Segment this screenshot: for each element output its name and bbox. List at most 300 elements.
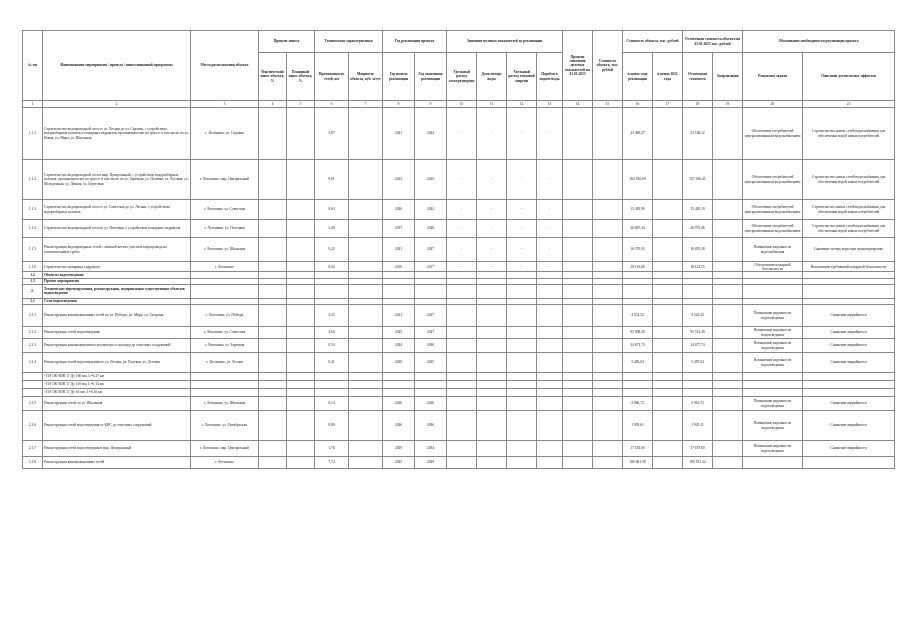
row-name: Строительство водопроводной сети от ул. Лесная до ул. Садовая, с устройством водоразборных колонок и пожарных гидрантов, протяженностью по трассе, в том числе по ул. Новая, ул. Мира, ул. Школьная bbox=[43, 108, 191, 160]
row-indicator: - bbox=[537, 220, 563, 238]
col-num: 3 bbox=[191, 101, 259, 108]
table-row bbox=[23, 353, 895, 373]
sub-item-empty bbox=[349, 373, 383, 381]
row-name: Реконструкция канализационных сетей по ул. Победы, ул. Мира, ул. Гагарина bbox=[43, 305, 191, 327]
sub-item-empty bbox=[447, 373, 477, 381]
header-effects: Описание достигаемых эффектов bbox=[803, 53, 895, 101]
table-row bbox=[23, 441, 895, 457]
row-place: г. Лотошино, мкр. Центральный bbox=[191, 441, 259, 457]
row-length: 0,89 bbox=[315, 411, 349, 441]
row-place: г. Лотошино, ул. Лесная bbox=[191, 353, 259, 373]
table-row bbox=[23, 305, 895, 327]
sub-item-number bbox=[23, 373, 43, 381]
row-indicator: - bbox=[447, 238, 477, 262]
header-tasks: Решаемые задачи bbox=[743, 53, 803, 101]
row-indicator: - bbox=[537, 200, 563, 220]
row-indicator bbox=[447, 411, 477, 441]
col-num: 6 bbox=[315, 101, 349, 108]
row-total-2021 bbox=[653, 327, 683, 339]
header-total-current: в ценах года реализации bbox=[623, 53, 653, 101]
row-total-current: 2 966,72 bbox=[623, 397, 653, 411]
row-wear-plan bbox=[287, 339, 315, 353]
header-no: № пп bbox=[23, 31, 43, 101]
row-wear-plan bbox=[287, 327, 315, 339]
section-empty bbox=[315, 284, 349, 298]
row-name: Строительство водопроводной сети от ул. Советская до ул. Лесная, с устройством водоразборных колонок bbox=[43, 200, 191, 220]
row-amort bbox=[713, 441, 743, 457]
row-name: Реконструкция сетей водоотведения в мкр. Центральный bbox=[43, 441, 191, 457]
row-indicator: - bbox=[447, 160, 477, 200]
row-indicator bbox=[477, 457, 507, 469]
sub-item-empty bbox=[287, 381, 315, 389]
row-start-year: 2025 bbox=[383, 457, 415, 469]
row-indicator: - bbox=[507, 262, 537, 272]
header-effect: Обоснование необходимости реализации проекта bbox=[743, 31, 895, 53]
sub-item-empty bbox=[593, 373, 623, 381]
header-wear: Процент износа bbox=[259, 31, 315, 53]
section-empty bbox=[563, 284, 593, 298]
row-total-2021 bbox=[653, 262, 683, 272]
row-capacity bbox=[349, 108, 383, 160]
row-start-year: 2022 bbox=[383, 160, 415, 200]
row-indicator: - bbox=[477, 220, 507, 238]
sub-item-empty bbox=[623, 389, 653, 397]
row-wear-fact bbox=[259, 353, 287, 373]
row-indicator bbox=[447, 457, 477, 469]
sub-item-empty bbox=[349, 389, 383, 397]
row-indicator bbox=[477, 411, 507, 441]
col-num: 2 bbox=[43, 101, 191, 108]
table-row bbox=[23, 160, 895, 200]
row-name: Строительство пожарных гидрантов bbox=[43, 262, 191, 272]
row-number: 1.1.4 bbox=[23, 220, 43, 238]
row-residual: 1 905,11 bbox=[683, 411, 713, 441]
row-end-year: 2027 bbox=[415, 305, 447, 327]
row-total-current: 17 182,60 bbox=[623, 441, 653, 457]
row-place: г. Лотошино, ул. Почтовая bbox=[191, 220, 259, 238]
row-change bbox=[563, 457, 593, 469]
row-change bbox=[563, 339, 593, 353]
header-ind1: Удельный расход электроэнергии bbox=[447, 53, 477, 101]
row-capacity bbox=[349, 327, 383, 339]
row-start-year: 2020 bbox=[383, 200, 415, 220]
row-total-current: 23 460,27 bbox=[623, 108, 653, 160]
row-amort bbox=[713, 160, 743, 200]
table-row bbox=[23, 397, 895, 411]
header-amort: Амортизация bbox=[713, 53, 743, 101]
row-total-2021 bbox=[653, 238, 683, 262]
section-number: 2.1 bbox=[23, 298, 43, 304]
row-total-current: 5 482,04 bbox=[623, 353, 653, 373]
row-end-year: 2030 bbox=[415, 411, 447, 441]
row-tasks: Обеспечение потребителей централизованным водоснабжением bbox=[743, 220, 803, 238]
sub-item-empty bbox=[315, 381, 349, 389]
col-num: 4 bbox=[259, 101, 287, 108]
row-wear-fact bbox=[259, 457, 287, 469]
row-change bbox=[563, 160, 593, 200]
sub-item-empty bbox=[537, 381, 563, 389]
row-effects: Снижение потерь воды при транспортировке bbox=[803, 238, 895, 262]
row-length: 4,35 bbox=[315, 305, 349, 327]
section-empty bbox=[593, 284, 623, 298]
row-start-year: 2029 bbox=[383, 441, 415, 457]
sub-item-empty bbox=[743, 373, 803, 381]
section-empty bbox=[803, 284, 895, 298]
table-row bbox=[23, 457, 895, 469]
row-effects: Строительство новых сетей водоснабжения для обеспечения водой новых потребителей bbox=[803, 200, 895, 220]
row-tasks: Обеспечение потребителей централизованным водоснабжением bbox=[743, 108, 803, 160]
section-empty bbox=[259, 284, 287, 298]
row-number: 2.1.3 bbox=[23, 339, 43, 353]
row-amort bbox=[713, 457, 743, 469]
section-empty bbox=[683, 284, 713, 298]
row-wear-plan bbox=[287, 160, 315, 200]
row-effects: Строительство новых сетей водоснабжения для обеспечения водой новых потребителей bbox=[803, 160, 895, 200]
row-indicator bbox=[477, 441, 507, 457]
row-indicator bbox=[537, 397, 563, 411]
header-total-2021: в ценах 2021 года bbox=[653, 53, 683, 101]
row-cost bbox=[593, 160, 623, 200]
sub-item-empty bbox=[537, 373, 563, 381]
sub-item-empty bbox=[713, 389, 743, 397]
row-indicator: - bbox=[477, 160, 507, 200]
row-end-year: 2034 bbox=[415, 441, 447, 457]
row-amort bbox=[713, 200, 743, 220]
section-empty bbox=[623, 284, 653, 298]
row-amort bbox=[713, 353, 743, 373]
row-number: 2.1.2 bbox=[23, 327, 43, 339]
row-end-year: 2022 bbox=[415, 200, 447, 220]
row-start-year: 2021 bbox=[383, 305, 415, 327]
sub-item-empty bbox=[383, 389, 415, 397]
row-start-year: 2025 bbox=[383, 327, 415, 339]
row-number: 1.1.1 bbox=[23, 108, 43, 160]
row-indicator: - bbox=[537, 262, 563, 272]
row-wear-fact bbox=[259, 238, 287, 262]
row-total-2021 bbox=[653, 441, 683, 457]
row-capacity bbox=[349, 220, 383, 238]
row-indicator: - bbox=[537, 238, 563, 262]
row-wear-plan bbox=[287, 305, 315, 327]
row-total-current: 15 429,90 bbox=[623, 200, 653, 220]
row-indicator bbox=[447, 441, 477, 457]
row-effects: Строительство новых сетей водоснабжения для обеспечения водой новых потребителей bbox=[803, 108, 895, 160]
row-indicator bbox=[447, 353, 477, 373]
row-capacity bbox=[349, 305, 383, 327]
sub-item-empty bbox=[563, 381, 593, 389]
row-place: г. Лотошино, ул. Садовая bbox=[191, 108, 259, 160]
row-length: 0,63 bbox=[315, 200, 349, 220]
row-place: г. Лотошино, ул. Советская bbox=[191, 200, 259, 220]
row-effects: Снижение аварийности bbox=[803, 353, 895, 373]
row-capacity bbox=[349, 441, 383, 457]
row-length: 0,41 bbox=[315, 353, 349, 373]
section-empty bbox=[349, 284, 383, 298]
row-change bbox=[563, 200, 593, 220]
row-residual: 16 055,28 bbox=[683, 238, 713, 262]
row-residual: 18 114,55 bbox=[683, 262, 713, 272]
row-tasks: Обеспечение пожарной безопасности bbox=[743, 262, 803, 272]
sub-item-empty bbox=[713, 373, 743, 381]
row-end-year: 2027 bbox=[415, 327, 447, 339]
row-effects bbox=[803, 457, 895, 469]
row-number: 2.1.6 bbox=[23, 411, 43, 441]
sub-item-number bbox=[23, 389, 43, 397]
row-capacity bbox=[349, 397, 383, 411]
sub-item-empty bbox=[803, 373, 895, 381]
row-capacity bbox=[349, 353, 383, 373]
header-cost: Стоимость объекта, тыс. рублей bbox=[593, 31, 623, 101]
section-number: 1.3 bbox=[23, 278, 43, 284]
sub-item-empty bbox=[803, 381, 895, 389]
row-name: Реконструкция сетей водоотведения bbox=[43, 327, 191, 339]
row-tasks: Обеспечение потребителей централизованным водоснабжением bbox=[743, 200, 803, 220]
section-empty bbox=[477, 284, 507, 298]
row-amort bbox=[713, 339, 743, 353]
row-length: 4,60 bbox=[315, 327, 349, 339]
row-wear-plan bbox=[287, 457, 315, 469]
row-cost bbox=[593, 353, 623, 373]
table-row bbox=[23, 108, 895, 160]
row-name: Реконструкция канализационного коллектора от колодца до очистных сооружений bbox=[43, 339, 191, 353]
row-start-year: 2016 bbox=[383, 262, 415, 272]
section-row bbox=[23, 284, 895, 298]
row-start-year: 2026 bbox=[383, 397, 415, 411]
row-wear-plan bbox=[287, 262, 315, 272]
table-row bbox=[23, 262, 895, 272]
row-total-current: 4 531,52 bbox=[623, 305, 653, 327]
row-start-year: 2021 bbox=[383, 238, 415, 262]
row-wear-fact bbox=[259, 305, 287, 327]
row-number: 2.1.1 bbox=[23, 305, 43, 327]
header-wear-fact: Фактический износ объекта, % bbox=[259, 53, 287, 101]
sub-item-empty bbox=[287, 373, 315, 381]
row-residual: 4 520,43 bbox=[683, 305, 713, 327]
row-tasks: Повышение надежности водоотведения bbox=[743, 397, 803, 411]
row-indicator: - bbox=[537, 108, 563, 160]
col-num: 9 bbox=[415, 101, 447, 108]
table-row bbox=[23, 411, 895, 441]
col-num: 1 bbox=[23, 101, 43, 108]
col-num: 7 bbox=[349, 101, 383, 108]
sub-item-text: - ПЭ 100 SDR 17 Ду 110 мм, L=0,14 км bbox=[43, 381, 191, 389]
row-residual: 95 512,49 bbox=[683, 327, 713, 339]
row-amort bbox=[713, 262, 743, 272]
header-length: Протяженность сетей, км bbox=[315, 53, 349, 101]
col-num: 11 bbox=[477, 101, 507, 108]
header-ind3: Удельный расход тепловой энергии bbox=[507, 53, 537, 101]
row-wear-fact bbox=[259, 411, 287, 441]
row-wear-plan bbox=[287, 353, 315, 373]
row-end-year: 2026 bbox=[415, 397, 447, 411]
table-row bbox=[23, 327, 895, 339]
row-cost bbox=[593, 411, 623, 441]
row-wear-plan bbox=[287, 108, 315, 160]
row-total-current: 28 067,34 bbox=[623, 220, 653, 238]
header-ind2: Доля потерь воды bbox=[477, 53, 507, 101]
sub-item-empty bbox=[713, 381, 743, 389]
row-wear-fact bbox=[259, 339, 287, 353]
row-effects: Снижение аварийности bbox=[803, 441, 895, 457]
sub-item-empty bbox=[477, 389, 507, 397]
row-number: 1.1.6 bbox=[23, 262, 43, 272]
row-place: г. Лотошино, ул. Победы bbox=[191, 305, 259, 327]
row-indicator bbox=[537, 411, 563, 441]
row-wear-plan bbox=[287, 220, 315, 238]
sub-item-empty bbox=[191, 373, 259, 381]
row-residual: 357 036,41 bbox=[683, 160, 713, 200]
row-cost bbox=[593, 220, 623, 238]
row-indicator: - bbox=[507, 220, 537, 238]
row-indicator bbox=[537, 441, 563, 457]
sub-item-empty bbox=[683, 389, 713, 397]
sub-item-row bbox=[23, 381, 895, 389]
row-end-year: 2024 bbox=[415, 108, 447, 160]
sub-item-empty bbox=[477, 373, 507, 381]
row-indicator: - bbox=[537, 160, 563, 200]
row-end-year: 2030 bbox=[415, 339, 447, 353]
row-wear-plan bbox=[287, 397, 315, 411]
header-total: Стоимость объекта, тыс. рублей bbox=[623, 31, 683, 53]
investment-program-table bbox=[22, 30, 895, 469]
row-change bbox=[563, 238, 593, 262]
row-total-current: 362 836,69 bbox=[623, 160, 653, 200]
row-residual: 26 973,46 bbox=[683, 220, 713, 238]
row-indicator bbox=[507, 397, 537, 411]
sub-item-empty bbox=[623, 381, 653, 389]
row-amort bbox=[713, 397, 743, 411]
row-start-year: 2020 bbox=[383, 353, 415, 373]
row-start-year: 2017 bbox=[383, 220, 415, 238]
row-length: 9,22 bbox=[315, 238, 349, 262]
row-total-current: 95 508,28 bbox=[623, 327, 653, 339]
row-change bbox=[563, 397, 593, 411]
sub-item-empty bbox=[447, 389, 477, 397]
sub-item-empty bbox=[563, 389, 593, 397]
section-empty bbox=[383, 284, 415, 298]
row-place: г. Лотошино bbox=[191, 457, 259, 469]
row-indicator bbox=[507, 457, 537, 469]
section-empty bbox=[537, 284, 563, 298]
row-indicator bbox=[507, 411, 537, 441]
row-end-year: 2027 bbox=[415, 238, 447, 262]
row-place: г. Лотошино, ул. Советская bbox=[191, 327, 259, 339]
row-end-year: 2020 bbox=[415, 220, 447, 238]
row-total-2021 bbox=[653, 160, 683, 200]
row-total-2021 bbox=[653, 305, 683, 327]
row-cost bbox=[593, 441, 623, 457]
row-end-year: 2029 bbox=[415, 457, 447, 469]
row-capacity bbox=[349, 160, 383, 200]
sub-item-empty bbox=[383, 373, 415, 381]
sub-item-empty bbox=[259, 373, 287, 381]
col-num: 8 bbox=[383, 101, 415, 108]
row-total-2021 bbox=[653, 457, 683, 469]
row-indicator bbox=[507, 339, 537, 353]
row-indicator: - bbox=[447, 262, 477, 272]
sub-item-empty bbox=[415, 381, 447, 389]
table-body bbox=[23, 108, 895, 469]
row-name: Реконструкция водопроводных сетей с заменой ветхих участков водопровода на полиэтиленовые трубы bbox=[43, 238, 191, 262]
row-start-year: 2021 bbox=[383, 108, 415, 160]
row-number: 1.1.5 bbox=[23, 238, 43, 262]
row-indicator: - bbox=[507, 160, 537, 200]
row-tasks: Повышение надежности водоотведения bbox=[743, 441, 803, 457]
header-end: Год окончания реализации bbox=[415, 53, 447, 101]
header-period: Год реализации проекта bbox=[383, 31, 447, 53]
row-cost bbox=[593, 457, 623, 469]
row-total-2021 bbox=[653, 220, 683, 238]
row-capacity bbox=[349, 457, 383, 469]
row-wear-plan bbox=[287, 238, 315, 262]
row-cost bbox=[593, 108, 623, 160]
row-total-current: 180 661,58 bbox=[623, 457, 653, 469]
row-residual: 180 553,32 bbox=[683, 457, 713, 469]
row-place: г. Лотошино, ул. Заречная bbox=[191, 339, 259, 353]
row-amort bbox=[713, 220, 743, 238]
header-start: Год начала реализации bbox=[383, 53, 415, 101]
row-change bbox=[563, 353, 593, 373]
row-total-2021 bbox=[653, 411, 683, 441]
row-amort bbox=[713, 238, 743, 262]
row-start-year: 2024 bbox=[383, 339, 415, 353]
section-title: Прочие мероприятия bbox=[43, 278, 191, 284]
sub-item-empty bbox=[563, 373, 593, 381]
row-change bbox=[563, 411, 593, 441]
column-number-row bbox=[23, 101, 895, 108]
row-change bbox=[563, 441, 593, 457]
sub-item-row bbox=[23, 389, 895, 397]
row-number: 1.1.3 bbox=[23, 200, 43, 220]
sub-item-empty bbox=[315, 373, 349, 381]
row-name: Строительство водопроводной сети по ул. Почтовая, с устройством пожарных гидрантов bbox=[43, 220, 191, 238]
row-place: г. Лотошино, ул. Школьная bbox=[191, 238, 259, 262]
row-name: Строительство водопроводной сети в мкр. Центральный, с устройством водоразборных колонок, протяженностью по трассе, в том числе по ул. Заречная, ул. Полевая, ул. Луговая, ул. Молодежная, ул. Дачная, ул. Береговая bbox=[43, 160, 191, 200]
row-residual: 24 677,74 bbox=[683, 339, 713, 353]
row-change bbox=[563, 220, 593, 238]
row-name: Реконструкция сетей по ул. Школьная bbox=[43, 397, 191, 411]
row-length: 7,74 bbox=[315, 457, 349, 469]
row-indicator bbox=[537, 305, 563, 327]
sub-item-empty bbox=[537, 389, 563, 397]
row-capacity bbox=[349, 262, 383, 272]
sub-item-empty bbox=[743, 389, 803, 397]
row-change bbox=[563, 262, 593, 272]
row-length: 0,54 bbox=[315, 339, 349, 353]
row-indicator: - bbox=[507, 238, 537, 262]
row-amort bbox=[713, 305, 743, 327]
sub-item-empty bbox=[653, 373, 683, 381]
section-title: Сети водоотведения bbox=[43, 298, 191, 304]
sub-item-empty bbox=[259, 389, 287, 397]
row-indicator: - bbox=[447, 220, 477, 238]
row-indicator bbox=[507, 305, 537, 327]
sub-item-empty bbox=[593, 389, 623, 397]
row-total-current: 24 673,74 bbox=[623, 339, 653, 353]
row-cost bbox=[593, 397, 623, 411]
header-tech: Технические характеристики bbox=[315, 31, 383, 53]
row-capacity bbox=[349, 411, 383, 441]
row-capacity bbox=[349, 238, 383, 262]
row-indicator bbox=[447, 327, 477, 339]
row-effects: Снижение аварийности bbox=[803, 305, 895, 327]
row-indicator bbox=[507, 441, 537, 457]
section-title: Технические перевооружения, реконструкция, модернизация существующих объектов водоотведения bbox=[43, 284, 191, 298]
sub-item-empty bbox=[653, 381, 683, 389]
row-total-current: 1 905,61 bbox=[623, 411, 653, 441]
row-name: Реконструкция сетей водоотведения по ул. Лесная, ул. Полевая, ул. Луговая bbox=[43, 353, 191, 373]
table-row bbox=[23, 238, 895, 262]
